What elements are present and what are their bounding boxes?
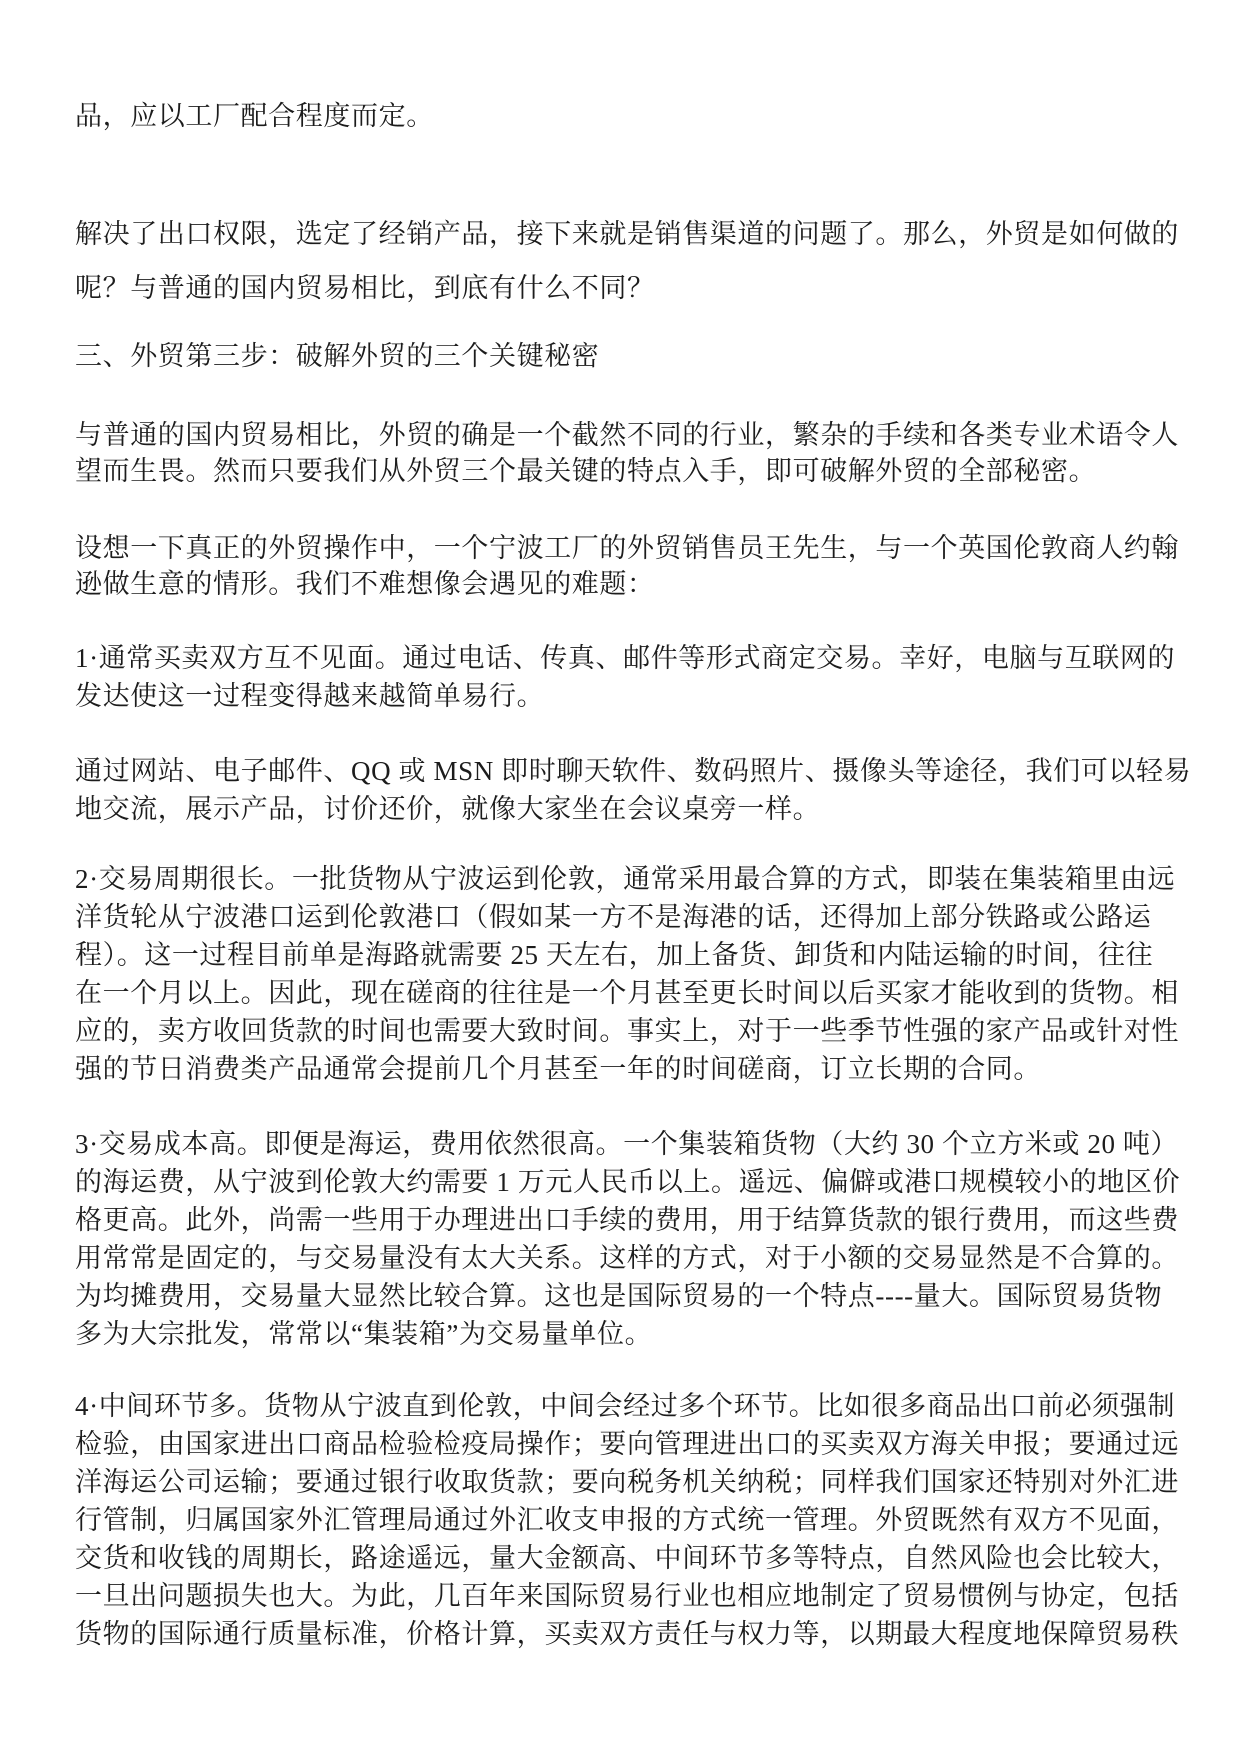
text-line: 为均摊费用，交易量大显然比较合算。这也是国际贸易的一个特点----量大。国际贸易货物: [75, 1281, 1163, 1311]
text-line: 与普通的国内贸易相比，外贸的确是一个截然不同的行业，繁杂的手续和各类专业术语令人: [75, 420, 1179, 450]
text-line: 多为大宗批发，常常以“集装箱”为交易量单位。: [75, 1319, 653, 1349]
text-line: 三、外贸第三步：破解外贸的三个关键秘密: [75, 341, 600, 371]
text-line: 在一个月以上。因此，现在磋商的往往是一个月甚至更长时间以后买家才能收到的货物。相: [75, 978, 1179, 1008]
paragraph-point-1-detail: [75, 752, 1190, 828]
text-line: 4·中间环节多。货物从宁波直到伦敦，中间会经过多个环节。比如很多商品出口前必须强制: [75, 1391, 1176, 1421]
text-line: 洋货轮从宁波港口运到伦敦港口（假如某一方不是海港的话，还得加上部分铁路或公路运: [75, 902, 1152, 932]
text-line: 的海运费，从宁波到伦敦大约需要 1 万元人民币以上。遥远、偏僻或港口规模较小的地区价: [75, 1167, 1181, 1197]
paragraph-transition: [75, 207, 1190, 315]
text-line: 货物的国际通行质量标准，价格计算，买卖双方责任与权力等，以期最大程度地保障贸易秩: [75, 1619, 1179, 1649]
text-line: 1·通常买卖双方互不见面。通过电话、传真、邮件等形式商定交易。幸好，电脑与互联网的: [75, 643, 1176, 673]
paragraph-point-2: [75, 860, 1190, 1088]
paragraph-scenario: [75, 530, 1190, 602]
text-line: 地交流，展示产品，讨价还价，就像大家坐在会议桌旁一样。: [75, 794, 821, 824]
text-line: 洋海运公司运输；要通过银行收取货款；要向税务机关纳税；同样我们国家还特别对外汇进: [75, 1467, 1179, 1497]
text-line: 品，应以工厂配合程度而定。: [75, 101, 434, 131]
text-line: 2·交易周期很长。一批货物从宁波运到伦敦，通常采用最合算的方式，即装在集装箱里由远: [75, 864, 1176, 894]
paragraph-point-1: [75, 639, 1190, 715]
text-line: 交货和收钱的周期长，路途遥远，量大金额高、中间环节多等特点，自然风险也会比较大，: [75, 1543, 1179, 1573]
text-line: 格更高。此外，尚需一些用于办理进出口手续的费用，用于结算货款的银行费用，而这些费: [75, 1205, 1179, 1235]
text-line: 检验，由国家进出口商品检验检疫局操作；要向管理进出口的买卖双方海关申报；要通过远: [75, 1429, 1179, 1459]
text-line: 行管制，归属国家外汇管理局通过外汇收支申报的方式统一管理。外贸既然有双方不见面，: [75, 1505, 1179, 1535]
paragraph-point-4: [75, 1387, 1190, 1653]
text-line: 强的节日消费类产品通常会提前几个月甚至一年的时间磋商，订立长期的合同。: [75, 1054, 1041, 1084]
text-line: 发达使这一过程变得越来越简单易行。: [75, 681, 545, 711]
text-line: 逊做生意的情形。我们不难想像会遇见的难题：: [75, 569, 655, 599]
text-line: 望而生畏。然而只要我们从外贸三个最关键的特点入手，即可破解外贸的全部秘密。: [75, 456, 1097, 486]
text-line: 3·交易成本高。即便是海运，费用依然很高。一个集装箱货物（大约 30 个立方米或 20 吨）: [75, 1129, 1179, 1159]
paragraph-overview: [75, 417, 1190, 489]
paragraph-carryover-line: [75, 97, 1190, 135]
section-heading: [75, 337, 1190, 375]
text-line: 一旦出问题损失也大。为此，几百年来国际贸易行业也相应地制定了贸易惯例与协定，包括: [75, 1581, 1179, 1611]
paragraph-point-3: [75, 1125, 1190, 1353]
text-line: 解决了出口权限，选定了经销产品，接下来就是销售渠道的问题了。那么，外贸是如何做的: [75, 219, 1179, 249]
text-line: 设想一下真正的外贸操作中，一个宁波工厂的外贸销售员王先生，与一个英国伦敦商人约翰: [75, 533, 1179, 563]
text-line: 应的，卖方收回货款的时间也需要大致时间。事实上，对于一些季节性强的家产品或针对性: [75, 1016, 1179, 1046]
text-line: 用常常是固定的，与交易量没有太大关系。这样的方式，对于小额的交易显然是不合算的。: [75, 1243, 1179, 1273]
text-line: 通过网站、电子邮件、QQ 或 MSN 即时聊天软件、数码照片、摄像头等途径，我们可以轻易: [75, 756, 1192, 786]
text-line: 程）。这一过程目前单是海路就需要 25 天左右，加上备货、卸货和内陆运输的时间，往往: [75, 940, 1154, 970]
text-line: 呢？与普通的国内贸易相比，到底有什么不同？: [75, 273, 655, 303]
